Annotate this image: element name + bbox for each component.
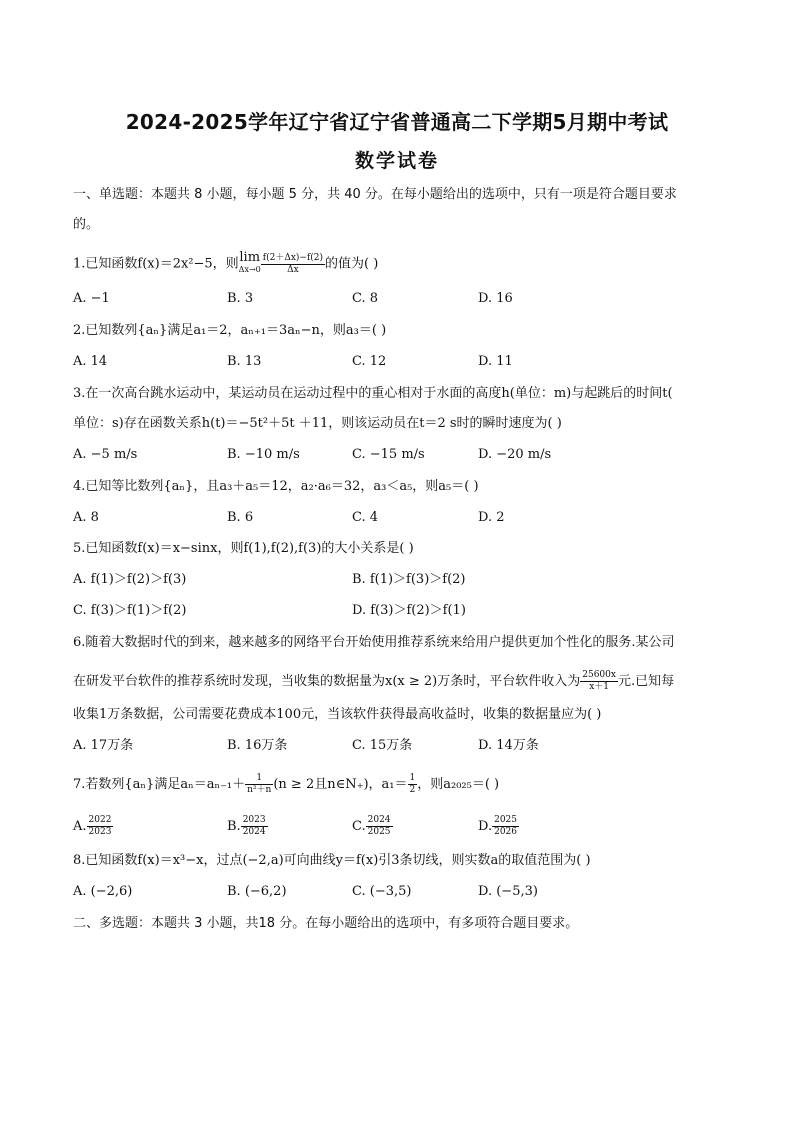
q7-mid: (n ≥ 2且n∈N₊)，a₁＝ [273,777,408,792]
question-3-line1: 3.在一次高台跳水运动中，某运动员在运动过程中的重心相对于水面的高度h(单位：m)与起跳后的时间t( [73,386,673,401]
q6-frac-num: 25600x [582,670,616,680]
q8-option-d: D. (−5,3) [478,884,538,899]
q6-fraction [580,670,618,693]
q2-option-d: D. 11 [478,354,513,369]
q2-option-b: B. 13 [227,354,262,369]
q3-option-b: B. −10 m/s [227,447,300,462]
question-1 [73,252,378,276]
q3-option-a: A. −5 m/s [73,447,138,462]
q7-option-d-label: D. [478,819,493,834]
q5-option-b: B. f(1)＞f(3)＞f(2) [352,572,466,587]
q7-option-d-den: 2026 [494,827,517,837]
q7-option-b-den: 2024 [242,827,266,837]
q6-line2-pre: 在研发平台软件的推荐系统时发现，当收集的数据量为x(x ≥ 2)万条时，平台软件收入为 [73,674,581,689]
q7-option-c-num: 2024 [367,815,391,825]
q7-fraction-2 [408,773,418,796]
q7-option-b-label: B. [227,819,241,834]
q5-option-a: A. f(1)＞f(2)＞f(3) [73,572,187,587]
q3-option-d: D. −20 m/s [478,447,552,462]
section1-header-line2: 的。 [73,217,100,232]
q5-option-c: C. f(3)＞f(1)＞f(2) [73,603,187,618]
q7-frac2-den: 2 [409,785,416,795]
q7-frac-num: 1 [245,773,273,785]
q6-option-d: D. 14万条 [478,738,539,753]
q6-option-b: B. 16万条 [227,738,288,753]
q7-option-d-frac [492,815,519,838]
q1-option-d: D. 16 [478,291,513,306]
q1-post: 的值为( ) [325,256,379,272]
q7-option-c-frac [366,815,393,838]
q1-fraction [261,253,325,276]
question-7 [73,773,499,796]
question-6-line3: 收集1万条数据，公司需要花费成本100元，当该软件获得最高收益时，收集的数据量应为( ) [73,707,602,722]
q7-option-d [478,815,519,838]
q7-option-c-den: 2025 [367,827,391,837]
question-5: 5.已知函数f(x)＝x−sinx，则f(1),f(2),f(3)的大小关系是( ) [73,541,414,556]
q7-option-a [73,815,113,838]
q1-pre: 1.已知函数f(x)＝2x²−5，则 [73,256,239,272]
question-6-line1: 6.随着大数据时代的到来，越来越多的网络平台开始使用推荐系统来给用户提供更加个性化的服务.某公司 [73,635,675,650]
q7-option-b-num: 2023 [242,815,266,825]
q4-option-a: A. 8 [73,510,99,525]
q7-option-b-frac [241,815,268,838]
q1-limit-sub: Δx→0 [238,265,261,274]
q8-option-b: B. (−6,2) [227,884,287,899]
section2-header: 二、多选题：本题共 3 小题，共18 分。在每小题给出的选项中，有多项符合题目要求。 [73,916,579,931]
q7-option-a-den: 2023 [88,827,112,837]
q1-frac-num: f(2＋Δx)−f(2) [262,252,324,263]
q7-pre: 7.若数列{aₙ}满足aₙ＝aₙ₋₁＋ [73,777,246,792]
q7-fraction [245,773,273,796]
section1-header-line1: 一、单选题：本题共 8 小题，每小题 5 分，共 40 分。在每小题给出的选项中，只有一项是符合题目要求 [73,187,677,202]
q4-option-d: D. 2 [478,510,505,525]
question-2: 2.已知数列{aₙ}满足a₁＝2，aₙ₊₁＝3aₙ−n，则a₃＝( ) [73,323,387,338]
q1-limit: lim Δx→0 [238,250,261,274]
q8-option-c: C. (−3,5) [352,884,412,899]
q1-option-a: A. −1 [73,291,110,306]
q7-frac2-num: 1 [409,773,416,783]
q7-option-a-num: 2022 [88,815,112,825]
q7-option-a-label: A. [73,819,87,834]
q5-option-d: D. f(3)＞f(2)＞f(1) [352,603,466,618]
q8-option-a: A. (−2,6) [73,884,133,899]
q4-option-c: C. 4 [352,510,379,525]
q7-option-a-frac [87,815,114,838]
q2-option-c: C. 12 [352,354,387,369]
q6-option-c: C. 15万条 [352,738,413,753]
question-4: 4.已知等比数列{aₙ}，且a₃＋a₅＝12，a₂·a₆＝32，a₃＜a₅，则a₅＝( ) [73,479,479,494]
q7-frac-den: n²＋n [247,785,272,795]
q6-frac-den: x＋1 [589,682,610,692]
q3-option-c: C. −15 m/s [352,447,425,462]
q7-post: ，则a₂₀₂₅＝( ) [417,777,500,792]
question-8: 8.已知函数f(x)＝x³−x，过点(−2,a)可向曲线y＝f(x)引3条切线，则实数a的取值范围为( ) [73,853,591,868]
page-subtitle: 数学试卷 [354,150,439,172]
q2-option-a: A. 14 [73,354,108,369]
q7-option-c [352,815,393,838]
q1-option-b: B. 3 [227,291,254,306]
q7-option-c-label: C. [352,819,366,834]
q7-option-d-num: 2025 [494,815,517,825]
q1-option-c: C. 8 [352,291,379,306]
question-6-line2 [73,670,674,693]
q4-option-b: B. 6 [227,510,254,525]
question-3-line2: 单位：s)存在函数关系h(t)＝−5t²＋5t ＋11，则该运动员在t＝2 s时的瞬时速度为( ) [73,416,562,431]
page-title: 2024-2025学年辽宁省辽宁省普通高二下学期5月期中考试 [125,110,669,134]
q1-frac-den: Δx [287,264,299,275]
q7-option-b [227,815,268,838]
q6-line2-post: 元.已知每 [617,674,675,689]
q6-option-a: A. 17万条 [73,738,134,753]
